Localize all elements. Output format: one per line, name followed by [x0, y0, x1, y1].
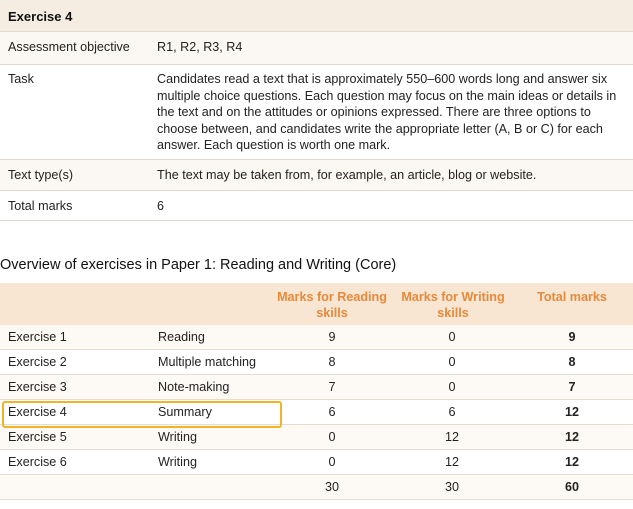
cell-skill: Summary [158, 405, 212, 419]
row-label: Text type(s) [8, 168, 74, 182]
exercise-table [0, 0, 633, 221]
exercise-title: Exercise 4 [0, 0, 633, 31]
row-label: Assessment objective [8, 40, 130, 54]
cell-exercise: Exercise 2 [8, 355, 67, 369]
cell-skill: Multiple matching [158, 355, 256, 369]
overview-table [0, 283, 633, 500]
cell-skill: Reading [158, 330, 205, 344]
row-value: 6 [157, 199, 165, 213]
cell-skill: Writing [158, 430, 197, 444]
cell-writing: 0 [448, 355, 456, 369]
row-label: Task [8, 72, 34, 86]
cell-total: 8 [568, 355, 576, 369]
total-writing: 30 [444, 480, 459, 494]
row-task [0, 64, 633, 159]
header-reading: Marks for Reading skills [277, 290, 387, 320]
row-text-types [0, 159, 633, 190]
row-value: The text may be taken from, for example, an article, blog or website. [157, 168, 537, 182]
cell-exercise: Exercise 4 [8, 405, 67, 419]
totals-row [0, 475, 633, 500]
cell-exercise: Exercise 5 [8, 430, 67, 444]
cell-reading: 6 [328, 405, 336, 419]
header-writing: Marks for Writing skills [401, 290, 505, 320]
exercise-4-highlight-box [2, 401, 282, 428]
cell-total: 12 [564, 405, 579, 419]
table-row [0, 425, 633, 450]
cell-skill: Writing [158, 455, 197, 469]
cell-exercise: Exercise 3 [8, 380, 67, 394]
cell-reading: 9 [328, 330, 336, 344]
total-total: 60 [564, 480, 579, 494]
row-label: Total marks [8, 199, 73, 213]
cell-reading: 0 [328, 455, 336, 469]
table-row [0, 325, 633, 350]
total-reading: 30 [324, 480, 339, 494]
cell-exercise: Exercise 1 [8, 330, 67, 344]
table-row [0, 450, 633, 475]
overview-header [0, 283, 633, 325]
cell-reading: 8 [328, 355, 336, 369]
cell-writing: 0 [448, 330, 456, 344]
row-value: R1, R2, R3, R4 [157, 40, 243, 54]
cell-writing: 0 [448, 380, 456, 394]
cell-reading: 7 [328, 380, 336, 394]
cell-total: 9 [568, 330, 576, 344]
row-total-marks [0, 190, 633, 221]
cell-writing: 6 [448, 405, 456, 419]
overview-title: Overview of exercises in Paper 1: Reading and Writing (Core) [0, 257, 397, 273]
cell-total: 7 [568, 380, 576, 394]
row-value: Candidates read a text that is approximately 550–600 words long and answer six multiple choice questions. Each question may focus on the main ideas or details in the text and on the attitudes or opinions expressed. There are three options to choose between, and candidates write the appropriate letter (A, B or C) for each answer. Each question is worth one mark. [157, 72, 617, 152]
header-total: Total marks [537, 290, 607, 304]
cell-writing: 12 [444, 430, 459, 444]
table-row [0, 350, 633, 375]
cell-total: 12 [564, 430, 579, 444]
cell-total: 12 [564, 455, 579, 469]
cell-exercise: Exercise 6 [8, 455, 67, 469]
row-assessment-objective [0, 31, 633, 64]
cell-writing: 12 [444, 455, 459, 469]
cell-skill: Note-making [158, 380, 230, 394]
cell-reading: 0 [328, 430, 336, 444]
table-row [0, 375, 633, 400]
